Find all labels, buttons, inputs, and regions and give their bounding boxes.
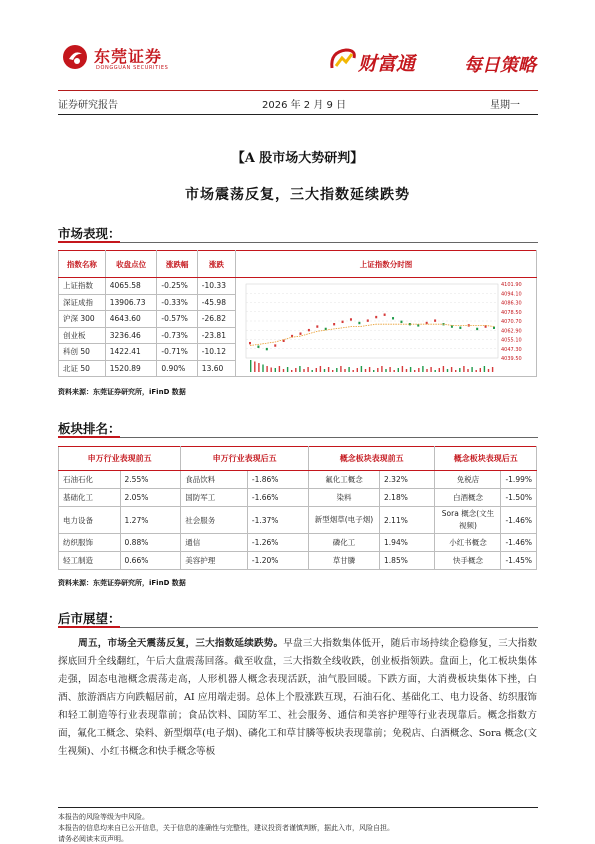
volume-bar xyxy=(262,365,263,373)
cell: 2.55% xyxy=(120,471,181,489)
company-logo-icon xyxy=(62,44,88,70)
volume-bar xyxy=(254,362,255,373)
price-point xyxy=(249,342,251,344)
cell: 3236.46 xyxy=(105,327,157,344)
cell: 2.11% xyxy=(380,507,435,534)
price-point xyxy=(308,329,310,331)
cell: -1.37% xyxy=(247,507,308,534)
cell: 小红书概念 xyxy=(435,534,501,552)
price-point xyxy=(434,319,436,321)
cell: -1.46% xyxy=(501,534,537,552)
market-source: 资料来源：东莞证券研究所，iFinD 数据 xyxy=(58,388,186,396)
cell: 基础化工 xyxy=(59,489,121,507)
cell: 1.85% xyxy=(380,552,435,570)
footer-rule xyxy=(58,807,538,808)
cell: -1.66% xyxy=(247,489,308,507)
col-header: 概念板块表现前五 xyxy=(308,447,435,471)
cell: -0.73% xyxy=(157,327,197,344)
table-row xyxy=(59,278,537,295)
volume-bar xyxy=(471,367,472,372)
cell: 通信 xyxy=(181,534,248,552)
price-point xyxy=(299,332,301,334)
cell: 4643.60 xyxy=(105,311,157,328)
table-row xyxy=(59,489,537,507)
outlook-section-title: 后市展望： xyxy=(58,611,121,626)
cell: 13.60 xyxy=(197,360,235,377)
cell: -10.33 xyxy=(197,278,235,295)
price-point xyxy=(257,346,259,348)
company-name: 东莞证券 xyxy=(94,47,163,66)
cell: 深证成指 xyxy=(59,294,106,311)
cell: 快手概念 xyxy=(435,552,501,570)
cell: 电力设备 xyxy=(59,507,121,534)
col-header: 收盘点位 xyxy=(105,251,157,278)
cell: 染料 xyxy=(308,489,379,507)
cell: 美容护理 xyxy=(181,552,248,570)
col-header: 申万行业表现后五 xyxy=(181,447,309,471)
table-row xyxy=(59,534,537,552)
cell: -45.98 xyxy=(197,294,235,311)
cell: -0.33% xyxy=(157,294,197,311)
table-row xyxy=(59,552,537,570)
price-point xyxy=(400,321,402,323)
cell: -1.86% xyxy=(247,471,308,489)
col-header: 申万行业表现前五 xyxy=(59,447,181,471)
volume-bar xyxy=(250,360,251,372)
volume-bar xyxy=(480,368,481,372)
volume-bar xyxy=(476,370,477,372)
meta-rule xyxy=(58,114,538,115)
doc-tag: 【A 股市场大势研判】 xyxy=(231,151,364,166)
cell: 1520.89 xyxy=(105,360,157,377)
y-tick-label: 4070.70 xyxy=(501,319,522,325)
outlook-lead: 周五，市场全天震荡反复，三大指数延续跌势。 xyxy=(78,638,284,649)
volume-bar xyxy=(336,368,337,372)
volume-bar xyxy=(488,369,489,372)
report-type: 证券研究报告 xyxy=(58,100,118,111)
volume-bar xyxy=(275,368,276,372)
volume-bar xyxy=(312,370,313,372)
volume-bar xyxy=(357,368,358,372)
cell: 食品饮料 xyxy=(181,471,248,489)
cell: Sora 概念(文生视频) xyxy=(435,507,501,534)
outlook-body: 早盘三大指数集体低开，随后市场持续企稳修复，三大指数探底回升全线翻红，午后大盘震荡回落。截至收盘，三大指数全线收跌，创业板指领跌。盘面上，化工板块集体走强，固态电池概念震荡走高，人形机器人概念表现活跃，油气股回暖。下跌方面，大消费板块集体下挫，白酒、旅游酒店方向跌幅居前，AI 应用端走弱。总体上个股涨跌互现，石油石化、基础化工、电力设备、纺织服饰和轻工制造等行业表现靠前；食品饮料、国防军工、社会服务、通信和美容护理等行业表现靠后。概念指数方面，氟化工概念、染料、新型烟草(电子烟)、磷化工和草甘膦等板块表现靠前；免税店、白酒概念、Sora 概念(文生视频)、小红书概念和快手概念等板 xyxy=(58,638,538,757)
y-tick-label: 4055.10 xyxy=(501,337,522,344)
volume-bar xyxy=(365,369,366,372)
price-point xyxy=(316,325,318,327)
cell: 轻工制造 xyxy=(59,552,121,570)
volume-bar xyxy=(299,366,300,372)
price-point xyxy=(392,317,394,319)
cell: 纺织服饰 xyxy=(59,534,121,552)
cell: -0.71% xyxy=(157,344,197,361)
price-point xyxy=(493,327,495,329)
price-point xyxy=(459,327,461,329)
y-tick-label: 4039.50 xyxy=(501,356,522,362)
cell: 新型烟草(电子烟) xyxy=(308,507,379,534)
cell: -1.45% xyxy=(501,552,537,570)
intraday-chart xyxy=(236,278,536,374)
cell: 0.88% xyxy=(120,534,181,552)
cell: 社会服务 xyxy=(181,507,248,534)
cell: 免税店 xyxy=(435,471,501,489)
volume-bar xyxy=(340,366,341,372)
company-name-en: DONGGUAN SECURITIES xyxy=(96,65,169,71)
volume-bar xyxy=(414,370,415,372)
volume-bar xyxy=(287,367,288,372)
volume-bar xyxy=(492,367,493,372)
page-title: 市场震荡反复，三大指数延续跌势 xyxy=(185,187,410,203)
col-header: 概念板块表现后五 xyxy=(435,447,537,471)
volume-bar xyxy=(410,367,411,372)
brand-name: 财富通 xyxy=(358,53,416,75)
volume-bar xyxy=(459,368,460,372)
volume-bar xyxy=(426,369,427,372)
volume-bar xyxy=(467,369,468,372)
price-point xyxy=(274,344,276,346)
market-section-title: 市场表现： xyxy=(58,226,121,241)
volume-bar xyxy=(328,367,329,372)
cell: -23.81 xyxy=(197,327,235,344)
footer-notice: 请务必阅读末页声明。 xyxy=(58,835,128,843)
cell: 科创 50 xyxy=(59,344,106,361)
volume-bar xyxy=(320,366,321,372)
cell: 2.32% xyxy=(380,471,435,489)
cell: 上证指数 xyxy=(59,278,106,295)
volume-bar xyxy=(373,370,374,372)
col-header: 上证指数分时图 xyxy=(236,251,537,278)
cell: -1.26% xyxy=(247,534,308,552)
section-rule xyxy=(58,627,538,628)
cell: 13906.73 xyxy=(105,294,157,311)
volume-bar xyxy=(283,369,284,372)
cell: 4065.58 xyxy=(105,278,157,295)
volume-bar xyxy=(398,368,399,372)
price-point xyxy=(375,316,377,318)
volume-bar xyxy=(451,367,452,372)
section-underline xyxy=(58,626,120,628)
volume-bar xyxy=(361,366,362,372)
volume-bar xyxy=(377,368,378,372)
volume-bar xyxy=(353,370,354,372)
cell: 1422.41 xyxy=(105,344,157,361)
y-tick-label: 4047.30 xyxy=(501,346,522,353)
table-row xyxy=(59,507,537,534)
product-name: 每日策略 xyxy=(464,55,536,76)
brand-swirl-icon xyxy=(328,46,358,76)
volume-bar xyxy=(307,367,308,372)
cell: 0.90% xyxy=(157,360,197,377)
cell: -10.12 xyxy=(197,344,235,361)
cell: 2.18% xyxy=(380,489,435,507)
volume-bar xyxy=(316,368,317,372)
volume-bar xyxy=(303,369,304,372)
section-rule xyxy=(58,437,538,438)
price-point xyxy=(451,325,453,327)
cell: 0.66% xyxy=(120,552,181,570)
volume-bar xyxy=(402,366,403,372)
y-tick-label: 4094.10 xyxy=(501,291,522,298)
market-table xyxy=(58,250,537,377)
y-tick-label: 4062.90 xyxy=(501,328,522,335)
volume-bar xyxy=(439,368,440,372)
volume-bar xyxy=(484,366,485,372)
volume-bar xyxy=(271,368,272,373)
price-point xyxy=(350,318,352,320)
volume-bar xyxy=(385,369,386,372)
volume-bar xyxy=(394,370,395,372)
volume-bar xyxy=(279,366,280,372)
report-date: 2026 年 2 月 9 日 xyxy=(262,100,347,111)
outlook-paragraph xyxy=(58,635,537,761)
report-weekday: 星期一 xyxy=(490,100,520,111)
table-row xyxy=(59,471,537,489)
cell: 北证 50 xyxy=(59,360,106,377)
cell: -1.50% xyxy=(501,489,537,507)
volume-bar xyxy=(447,369,448,372)
price-point xyxy=(266,348,268,350)
col-header: 涨跌 xyxy=(197,251,235,278)
price-point xyxy=(367,319,369,321)
volume-bar xyxy=(435,370,436,372)
volume-bar xyxy=(443,366,444,372)
cell: -1.46% xyxy=(501,507,537,534)
sector-source: 资料来源：东莞证券研究所，iFinD 数据 xyxy=(58,579,186,587)
volume-bar xyxy=(348,367,349,372)
col-header: 涨跌幅 xyxy=(157,251,197,278)
chart-cell xyxy=(236,278,537,377)
y-tick-label: 4086.30 xyxy=(501,300,522,307)
price-point xyxy=(384,314,386,316)
volume-bar xyxy=(295,368,296,372)
footer-disclaimer: 本报告的信息均来自已公开信息，关于信息的准确性与完整性，建议投资者谨慎判断，据此入市，风险自担。 xyxy=(58,824,394,832)
volume-bar xyxy=(418,368,419,372)
y-tick-label: 4078.50 xyxy=(501,309,522,316)
cell: -1.99% xyxy=(501,471,537,489)
volume-bar xyxy=(430,367,431,372)
volume-bar xyxy=(344,369,345,372)
cell: 2.05% xyxy=(120,489,181,507)
header-rule xyxy=(58,90,538,91)
cell: 石油石化 xyxy=(59,471,121,489)
volume-bar xyxy=(332,370,333,372)
cell: -26.82 xyxy=(197,311,235,328)
cell: 创业板 xyxy=(59,327,106,344)
volume-bar xyxy=(258,363,259,372)
price-point xyxy=(333,323,335,325)
volume-bar xyxy=(422,366,423,372)
sector-section-title: 板块排名： xyxy=(58,421,121,436)
cell: 磷化工 xyxy=(308,534,379,552)
cell: 氟化工概念 xyxy=(308,471,379,489)
cell: 1.94% xyxy=(380,534,435,552)
price-point xyxy=(358,322,360,324)
volume-bar xyxy=(324,369,325,372)
cell: 草甘膦 xyxy=(308,552,379,570)
footer-risk: 本报告的风险等级为中风险。 xyxy=(58,813,149,821)
price-point xyxy=(342,321,344,323)
section-rule xyxy=(58,242,538,243)
volume-bar xyxy=(381,366,382,372)
volume-bar xyxy=(369,367,370,372)
section-underline xyxy=(58,241,120,243)
volume-bar xyxy=(389,367,390,372)
y-tick-label: 4101.90 xyxy=(501,282,522,288)
cell: 1.27% xyxy=(120,507,181,534)
cell: 白酒概念 xyxy=(435,489,501,507)
cell: -0.25% xyxy=(157,278,197,295)
volume-bar xyxy=(406,369,407,372)
cell: 沪深 300 xyxy=(59,311,106,328)
cell: -0.57% xyxy=(157,311,197,328)
cell: 国防军工 xyxy=(181,489,248,507)
cell: -1.20% xyxy=(247,552,308,570)
section-underline xyxy=(58,436,120,438)
price-point xyxy=(476,328,478,330)
volume-bar xyxy=(455,370,456,372)
col-header: 指数名称 xyxy=(59,251,106,278)
volume-bar xyxy=(266,366,267,372)
volume-bar xyxy=(463,366,464,372)
sector-table xyxy=(58,446,537,570)
volume-bar xyxy=(291,370,292,372)
